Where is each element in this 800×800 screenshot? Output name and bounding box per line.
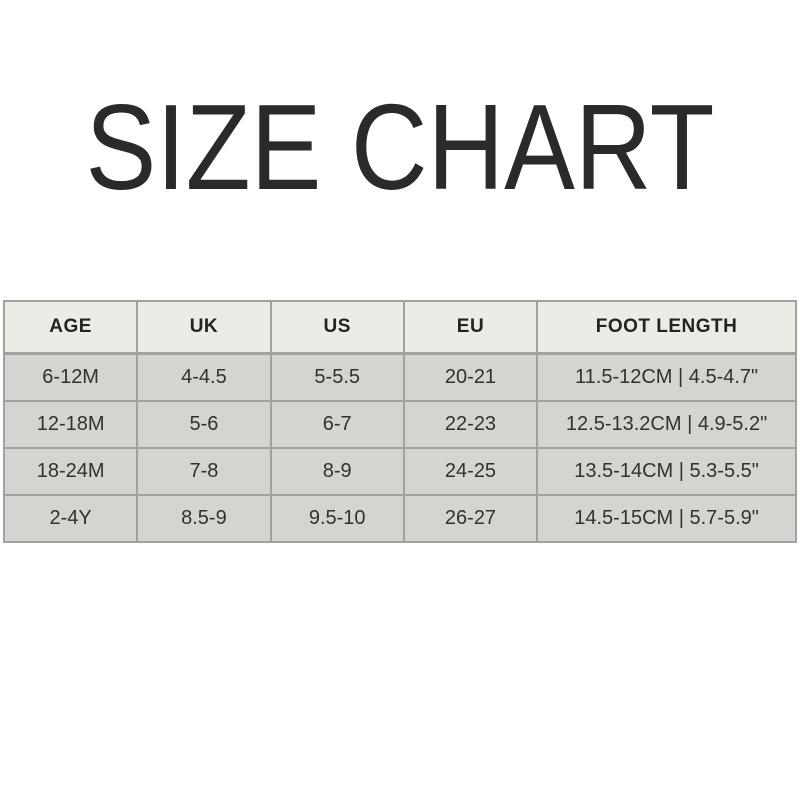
table-row: [4, 401, 796, 448]
table-cell: 13.5-14CM | 5.3-5.5": [537, 448, 796, 495]
table-row: [4, 495, 796, 542]
size-chart-table: [3, 300, 797, 543]
header-row: [4, 301, 796, 354]
table-cell: 22-23: [404, 401, 537, 448]
table-cell: 8-9: [271, 448, 404, 495]
table-cell: 20-21: [404, 354, 537, 402]
table-cell: 5-6: [137, 401, 270, 448]
table-cell: 18-24M: [4, 448, 137, 495]
table-cell: 26-27: [404, 495, 537, 542]
table-cell: 4-4.5: [137, 354, 270, 402]
table-row: [4, 354, 796, 402]
table-cell: 14.5-15CM | 5.7-5.9": [537, 495, 796, 542]
column-header: AGE: [4, 301, 137, 354]
table-body: [4, 354, 796, 543]
column-header: EU: [404, 301, 537, 354]
table-cell: 11.5-12CM | 4.5-4.7": [537, 354, 796, 402]
table-row: [4, 448, 796, 495]
table-cell: 6-12M: [4, 354, 137, 402]
column-header: UK: [137, 301, 270, 354]
table-cell: 24-25: [404, 448, 537, 495]
table-cell: 6-7: [271, 401, 404, 448]
table-cell: 5-5.5: [271, 354, 404, 402]
table-cell: 7-8: [137, 448, 270, 495]
column-header: US: [271, 301, 404, 354]
column-header: FOOT LENGTH: [537, 301, 796, 354]
table-header: [4, 301, 796, 354]
table-cell: 12.5-13.2CM | 4.9-5.2": [537, 401, 796, 448]
table-cell: 9.5-10: [271, 495, 404, 542]
table-cell: 12-18M: [4, 401, 137, 448]
table-cell: 8.5-9: [137, 495, 270, 542]
size-chart-table-container: [3, 300, 797, 543]
page-title: SIZE CHART: [85, 79, 715, 215]
table-cell: 2-4Y: [4, 495, 137, 542]
